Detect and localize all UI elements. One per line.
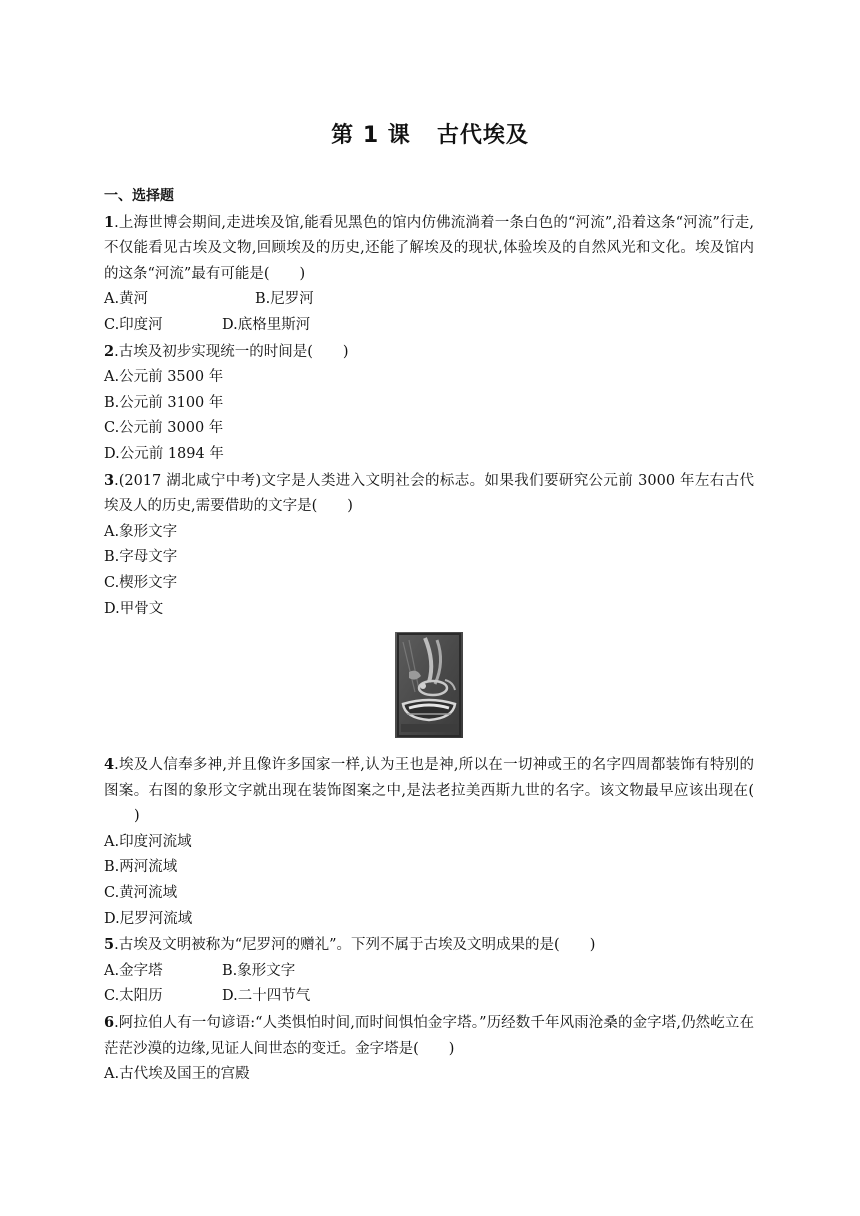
section-heading: 一、选择题 <box>104 188 174 204</box>
question-text <box>104 210 754 288</box>
paren-close: ) <box>448 1040 455 1057</box>
paren-close: ) <box>134 808 140 825</box>
question-number: 2 <box>104 342 115 360</box>
option-a[interactable]: A.公元前 3500 年 <box>104 369 224 386</box>
option-d[interactable]: D.甲骨文 <box>104 600 164 617</box>
option-b[interactable]: B.象形文字 <box>222 962 296 979</box>
question-4 <box>104 752 754 932</box>
figure-container <box>104 622 754 752</box>
lesson-name: 古代埃及 <box>436 123 529 148</box>
question-text <box>104 468 754 520</box>
question-stem: .上海世博会期间,走进埃及馆,能看见黑色的馆内仿佛流淌着一条白色的“河流”,沿着这条“河流”行走,不仅能看见古埃及文物,回顾埃及的历史,还能了解埃及的现状,体验埃及的自然风光和文化。埃及馆内的这条“河流”最有可能是( <box>104 214 754 282</box>
option-b[interactable]: B.字母文字 <box>104 549 178 566</box>
option-d[interactable]: D.公元前 1894 年 <box>104 445 224 462</box>
page-title <box>0 118 860 149</box>
question-1 <box>104 210 754 339</box>
option-row <box>104 984 754 1010</box>
question-text <box>104 339 754 366</box>
question-text <box>104 752 754 830</box>
paren-close: ) <box>342 343 349 360</box>
option-d[interactable]: D.底格里斯河 <box>222 316 311 333</box>
option-a[interactable]: A.象形文字 <box>104 523 178 540</box>
question-number: 5 <box>104 936 115 954</box>
question-stem: .(2017 湖北咸宁中考)文字是人类进入文明社会的标志。如果我们要研究公元前 3000 年左右古代埃及人的历史,需要借助的文字是( <box>104 472 754 515</box>
lesson-number: 第 1 课 <box>331 123 411 148</box>
question-3 <box>104 468 754 623</box>
option-b[interactable]: B.两河流域 <box>104 859 178 876</box>
option-c[interactable]: C.楔形文字 <box>104 574 178 591</box>
question-number: 1 <box>104 213 115 231</box>
option-c[interactable]: C.公元前 3000 年 <box>104 420 224 437</box>
option-c[interactable]: C.印度河 <box>104 316 163 333</box>
option-a[interactable]: A.黄河 <box>104 291 149 308</box>
option-b[interactable]: B.尼罗河 <box>255 291 314 308</box>
question-number: 6 <box>104 1014 115 1032</box>
document-body <box>104 184 754 1088</box>
paren-close: ) <box>589 937 596 954</box>
option-row <box>104 959 754 985</box>
question-stem: .古埃及初步实现统一的时间是( <box>114 343 313 360</box>
option-row <box>104 287 754 313</box>
question-text <box>104 932 754 959</box>
question-6 <box>104 1010 754 1088</box>
paren-close: ) <box>299 265 306 282</box>
option-d[interactable]: D.尼罗河流域 <box>104 910 193 927</box>
question-text <box>104 1010 754 1062</box>
question-number: 4 <box>104 756 115 774</box>
question-number: 3 <box>104 471 115 489</box>
question-2 <box>104 339 754 468</box>
option-c[interactable]: C.太阳历 <box>104 988 163 1005</box>
question-stem: .阿拉伯人有一句谚语:“人类惧怕时间,而时间惧怕金字塔。”历经数千年风雨沧桑的金字塔,仍然屹立在茫茫沙漠的边缘,见证人间世态的变迁。金字塔是( <box>104 1015 754 1057</box>
option-d[interactable]: D.二十四节气 <box>222 988 311 1005</box>
option-a[interactable]: A.印度河流域 <box>104 833 192 850</box>
question-stem: .埃及人信奉多神,并且像许多国家一样,认为王也是神,所以在一切神或王的名字四周都装饰有特别的图案。右图的象形文字就出现在装饰图案之中,是法老拉美西斯九世的名字。该文物最早应该出现在( <box>104 757 754 799</box>
paren-close: ) <box>347 498 353 515</box>
option-a[interactable]: A.金字塔 <box>104 962 163 979</box>
option-c[interactable]: C.黄河流域 <box>104 885 178 902</box>
option-a[interactable]: A.古代埃及国王的宫殿 <box>104 1066 250 1083</box>
option-row <box>104 313 754 339</box>
question-5 <box>104 932 754 1010</box>
option-b[interactable]: B.公元前 3100 年 <box>104 394 224 411</box>
hieroglyph-relief-image <box>395 632 463 738</box>
question-stem: .古埃及文明被称为“尼罗河的赠礼”。下列不属于古埃及文明成果的是( <box>114 937 560 954</box>
